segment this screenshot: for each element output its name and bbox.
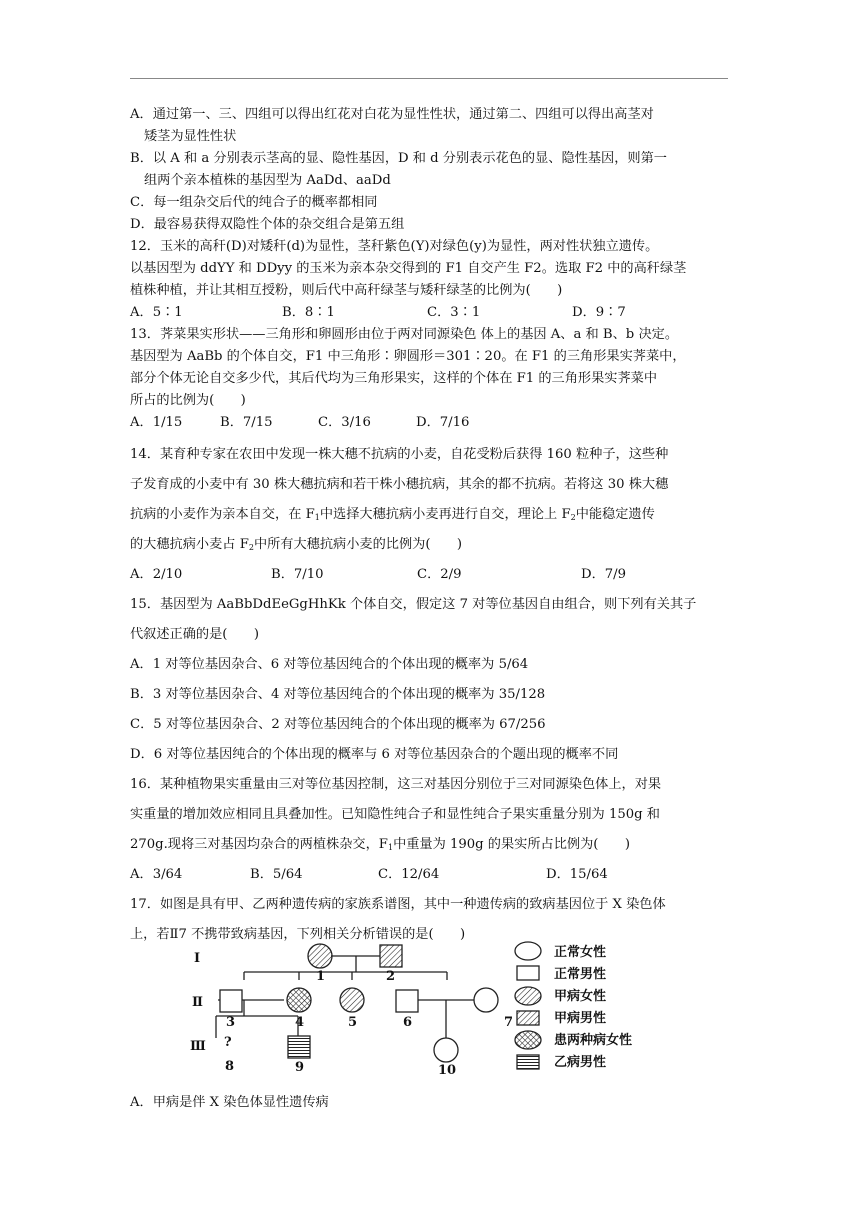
q13-option-a: A．1/15: [130, 415, 183, 430]
q13-stem-line1: 13．荠菜果实形状——三角形和卵圆形由位于两对同源染色 体上的基因 A、a 和 B、b 决定。: [130, 327, 679, 342]
q11-option-a-line1: A．通过第一、三、四组可以得出红花对白花为显性性状，通过第二、四组可以得出高茎对: [130, 107, 654, 122]
q13-stem-line4: 所占的比例为( ): [130, 393, 246, 408]
legend-label-disease-a-female: 甲病女性: [554, 989, 607, 1004]
document-body: [130, 104, 740, 950]
individual-1: [308, 944, 332, 968]
label-unknown: ?: [224, 1035, 232, 1050]
individual-3: [220, 990, 242, 1012]
legend-label-normal-female: 正常女性: [554, 945, 607, 960]
q17-options: [130, 1088, 740, 1118]
q13-stem-line3: 部分个体无论自交多少代，其后代均为三角形果实，这样的个体在 F1 的三角形果实荠菜中: [130, 371, 658, 386]
q12-option-a: A．5∶1: [130, 305, 183, 320]
generation-label-3: Ⅲ: [190, 1039, 206, 1054]
q16-stem-line3: 270g.现将三对基因均杂合的两植株杂交，$F_1$中重量为 190g 的果实所占比例为( ): [130, 836, 630, 852]
q13-option-b: B．7/15: [220, 415, 273, 430]
q14-option-c: C．2/9: [417, 566, 462, 582]
q15-stem-line1: 15．基因型为 AaBbDdEeGgHhKk 个体自交，假定这 7 对等位基因自由组合，则下列有关其子: [130, 596, 697, 612]
legend-normal-male-icon: [517, 966, 539, 980]
individual-5: [340, 988, 364, 1012]
individual-7: [474, 988, 498, 1012]
label-2: 2: [386, 969, 396, 984]
individual-6: [396, 990, 418, 1012]
legend-both-diseases-female-icon: [515, 1031, 541, 1049]
q17-option-a: A．甲病是伴 X 染色体显性遗传病: [130, 1095, 329, 1110]
label-1: 1: [316, 969, 326, 984]
q13-option-d: D．7/16: [416, 415, 470, 430]
legend-label-both-diseases-female: 患两种病女性: [554, 1033, 633, 1048]
label-10: 10: [438, 1063, 457, 1078]
individual-4: [287, 988, 311, 1012]
pedigree-diagram: [180, 938, 700, 1078]
q15-option-c: C．5 对等位基因杂合、2 对等位基因纯合的个体出现的概率为 67/256: [130, 716, 546, 732]
individual-2: [380, 945, 402, 967]
q14-options: [130, 560, 740, 590]
q15-option-b: B．3 对等位基因杂合、4 对等位基因纯合的个体出现的概率为 35/128: [130, 686, 546, 702]
legend-label-disease-b-male: 乙病男性: [554, 1055, 607, 1070]
q16-option-c: C．12/64: [378, 866, 440, 882]
q14-option-a: A．2/10: [130, 566, 183, 582]
label-3: 3: [226, 1015, 236, 1030]
q16-option-a: A．3/64: [130, 866, 183, 882]
q13-option-c: C．3/16: [318, 415, 371, 430]
q12-stem-line2: 以基因型为 ddYY 和 DDyy 的玉米为亲本杂交得到的 F1 自交产生 F2。选取 F2 中的高秆绿茎: [130, 261, 687, 276]
q13-options: [130, 412, 740, 434]
q14-option-d: D．7/9: [581, 566, 626, 582]
q15-option-a: A．1 对等位基因杂合、6 对等位基因纯合的个体出现的概率为 5/64: [130, 656, 529, 672]
q17-stem-line1: 17．如图是具有甲、乙两种遗传病的家族系谱图，其中一种遗传病的致病基因位于 X 染色体: [130, 896, 666, 912]
q16-option-b: B．5/64: [250, 866, 303, 882]
q12-stem-line1: 12．玉米的高秆(D)对矮秆(d)为显性，茎秆紫色(Y)对绿色(y)为显性，两对性状独立遗传。: [130, 239, 659, 254]
legend-normal-female-icon: [515, 942, 541, 960]
legend-disease-b-male-icon: [517, 1055, 539, 1069]
q16-option-d: D．15/64: [546, 866, 608, 882]
q12-option-c: C．3∶1: [427, 305, 481, 320]
q12-stem-line3: 植株种植，并让其相互授粉，则后代中高秆绿茎与矮秆绿茎的比例为( ): [130, 283, 563, 298]
q12-options: [130, 302, 740, 324]
q16-stem-line1: 16．某种植物果实重量由三对等位基因控制，这三对基因分别位于三对同源染色体上，对果: [130, 776, 662, 792]
q12-option-b: B．8∶1: [282, 305, 335, 320]
legend-label-normal-male: 正常男性: [554, 967, 607, 982]
q16-stem-line2: 实重量的增加效应相同且具叠加性。已知隐性纯合子和显性纯合子果实重量分别为 150g 和: [130, 806, 660, 822]
q15-option-d: D．6 对等位基因纯合的个体出现的概率与 6 对等位基因杂合的个题出现的概率不同: [130, 746, 619, 762]
label-8: 8: [225, 1059, 235, 1074]
q16-options: [130, 860, 740, 890]
q14-stem-line3: 抗病的小麦作为亲本自交，在 $F_1$中选择大穗抗病小麦再进行自交，理论上 $F_2$中能稳定遗传: [130, 506, 655, 522]
pedigree-legend: [515, 942, 632, 1070]
q11-option-d: D．最容易获得双隐性个体的杂交组合是第五组: [130, 217, 405, 232]
q15-stem-line2: 代叙述正确的是( ): [130, 626, 259, 642]
q14-stem-line1: 14．某育种专家在农田中发现一株大穗不抗病的小麦，自花受粉后获得 160 粒种子，这些种: [130, 446, 669, 462]
legend-label-disease-a-male: 甲病男性: [554, 1011, 607, 1026]
q12-option-d: D．9∶7: [572, 305, 626, 320]
q11-option-b-line1: B．以 A 和 a 分别表示茎高的显、隐性基因，D 和 d 分别表示花色的显、隐性基因，则第一: [130, 151, 667, 166]
individual-10: [434, 1038, 458, 1062]
label-4: 4: [295, 1015, 305, 1030]
legend-disease-a-male-icon: [517, 1011, 539, 1025]
generation-label-2: Ⅱ: [192, 995, 203, 1010]
q11-option-a-line2: 矮茎为显性性状: [144, 129, 237, 144]
q13-stem-line2: 基因型为 AaBb 的个体自交，F1 中三角形∶卵圆形＝301∶20。在 F1 的三角形果实荠菜中，: [130, 349, 686, 364]
q11-option-b-line2: 组两个亲本植株的基因型为 AaDd、aaDd: [144, 173, 391, 188]
label-9: 9: [295, 1060, 305, 1075]
generation-label-1: Ⅰ: [194, 951, 201, 966]
label-7: 7: [504, 1015, 514, 1030]
q17-stem-line2: 上，若Ⅱ7 不携带致病基因，下列相关分析错误的是( ): [130, 926, 466, 942]
q14-stem-line2: 子发育成的小麦中有 30 株大穗抗病和若干株小穗抗病，其余的都不抗病。若将这 30 株大穗: [130, 476, 669, 492]
label-6: 6: [403, 1015, 413, 1030]
legend-disease-a-female-icon: [515, 987, 541, 1005]
q14-option-b: B．7/10: [271, 566, 324, 582]
header-rule: [130, 78, 728, 79]
label-5: 5: [348, 1015, 358, 1030]
individual-9: [288, 1036, 310, 1058]
q11-option-c: C．每一组杂交后代的纯合子的概率都相同: [130, 195, 378, 210]
q14-stem-line4: 的大穗抗病小麦占 $F_2$中所有大穗抗病小麦的比例为( ): [130, 536, 463, 552]
